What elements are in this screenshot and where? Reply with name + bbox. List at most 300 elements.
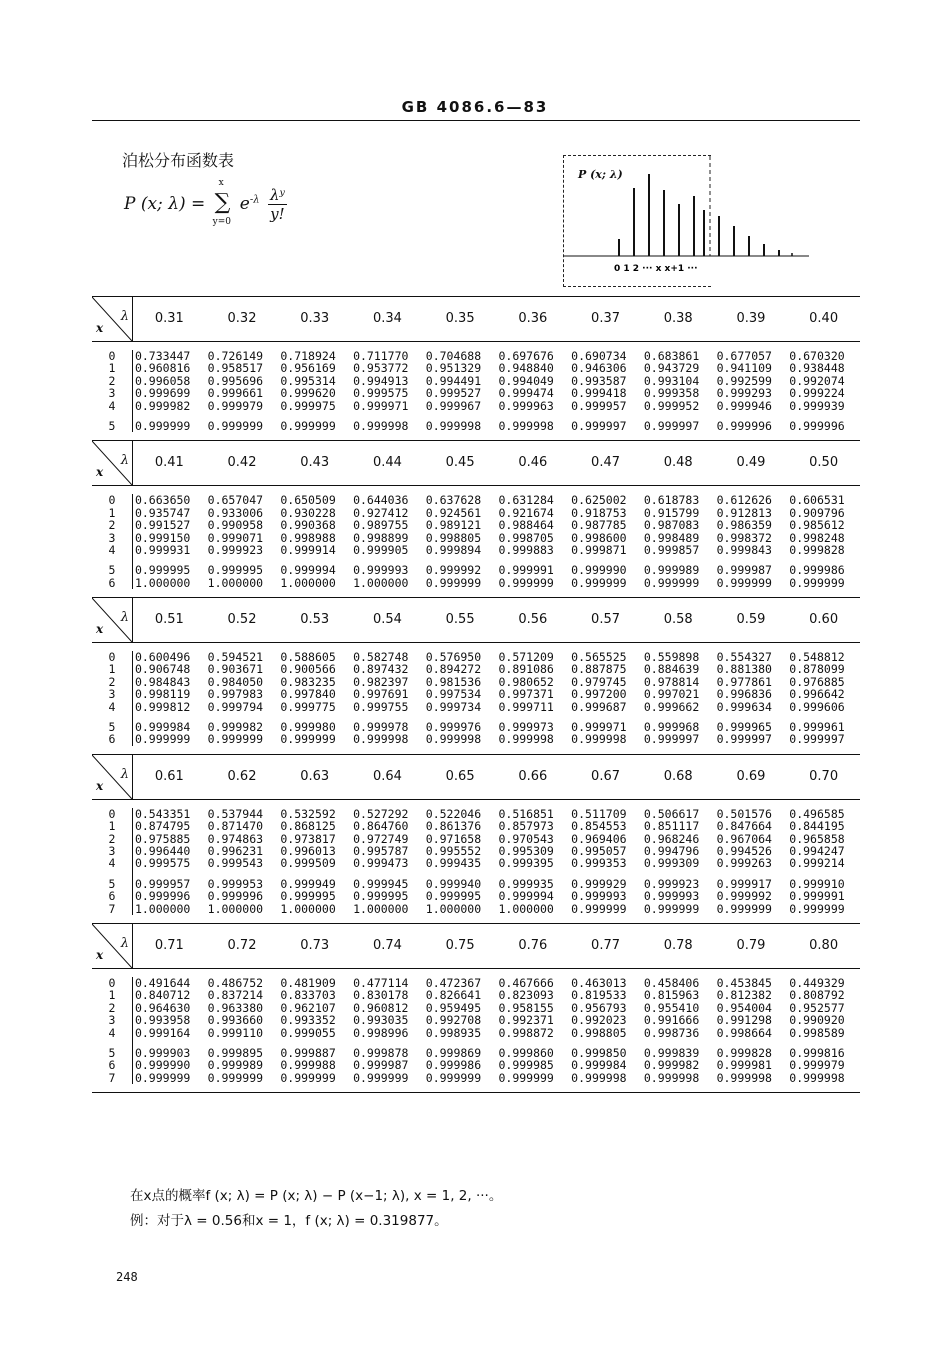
- lambda-header: 0.44: [372, 455, 402, 471]
- lambda-header: 0.47: [591, 455, 620, 471]
- table-cell: 0.999509: [280, 856, 336, 871]
- table-cell: 0.999860: [498, 1045, 554, 1060]
- table-cell: 0.996642: [789, 687, 845, 702]
- lambda-header: 0.41: [154, 455, 184, 471]
- table-cell: 0.999999: [134, 418, 191, 433]
- table-cell: 0.960816: [134, 361, 191, 376]
- table-cell: 0.516851: [498, 806, 554, 821]
- value-column: [496, 350, 569, 432]
- table-cell: 1.000000: [280, 575, 336, 590]
- table-cell: 0.999931: [134, 542, 191, 557]
- table-cell: 0.657047: [207, 493, 264, 508]
- table-cell: 0.999999: [280, 1070, 336, 1085]
- table-cell: 0.999971: [571, 720, 627, 735]
- table-cell: 0.996058: [134, 373, 191, 388]
- table-body: [92, 969, 860, 1092]
- lambda-header: 0.68: [663, 768, 693, 784]
- table-cell: 0.998705: [498, 530, 554, 545]
- table-body: [92, 486, 860, 597]
- table-cell: 0.991527: [134, 518, 191, 533]
- table-cell: 0.999987: [716, 563, 772, 578]
- table-cell: 0.999661: [207, 386, 264, 401]
- table-cell: 0.999991: [498, 563, 554, 578]
- table-cell: 0.999887: [280, 1045, 336, 1060]
- x-value: 0: [108, 806, 116, 821]
- table-cell: 0.637628: [425, 493, 482, 508]
- table-cell: 0.477114: [353, 975, 409, 990]
- table-cell: 0.993660: [207, 1013, 264, 1028]
- table-cell: 0.711770: [353, 349, 409, 363]
- table-cell: 0.808792: [789, 988, 845, 1003]
- table-cell: 0.999150: [134, 530, 191, 545]
- table-cell: 0.999914: [280, 542, 336, 557]
- x-value: 3: [108, 386, 116, 401]
- table-cell: 0.999957: [571, 398, 627, 413]
- x-value: 4: [108, 1025, 116, 1040]
- lambda-header: 0.70: [809, 768, 839, 784]
- x-value: 6: [108, 1058, 116, 1073]
- table-cell: 0.951329: [425, 361, 482, 376]
- table-cell: 0.999998: [498, 732, 554, 747]
- table-cell: 0.496585: [789, 806, 845, 821]
- x-value: 3: [108, 843, 116, 858]
- poisson-table: [92, 296, 860, 1093]
- table-cell: 0.958517: [207, 361, 264, 376]
- table-cell: 0.997371: [498, 687, 554, 702]
- value-column: [351, 350, 424, 432]
- lambda-header: 0.76: [518, 937, 548, 953]
- table-cell: 0.997534: [425, 687, 482, 702]
- table-cell: 0.894272: [425, 662, 482, 677]
- table-cell: 0.948840: [498, 361, 554, 376]
- table-body: [92, 643, 860, 754]
- header-rule: [92, 120, 860, 121]
- table-cell: 0.987785: [571, 518, 627, 533]
- table-cell: 0.999843: [716, 542, 772, 557]
- x-value: 5: [108, 876, 116, 891]
- table-cell: 0.992371: [498, 1013, 554, 1028]
- table-cell: 0.999986: [789, 563, 845, 578]
- value-column: [787, 350, 860, 432]
- table-cell: 0.677057: [716, 349, 772, 363]
- table-cell: 0.998600: [571, 530, 627, 545]
- table-header-row: [92, 755, 860, 800]
- table-cell: 0.999984: [571, 1058, 627, 1073]
- lambda-header: 0.54: [372, 612, 402, 628]
- value-column: [787, 977, 860, 1084]
- table-cell: 0.990920: [789, 1013, 845, 1028]
- lambda-header: 0.32: [227, 311, 257, 326]
- table-cell: 0.999850: [571, 1045, 627, 1060]
- lambda-header: 0.40: [809, 311, 839, 326]
- table-cell: 0.999606: [789, 699, 845, 714]
- table-cell: 0.921674: [498, 505, 554, 520]
- sum-lower: y=0: [212, 217, 232, 227]
- table-cell: 1.000000: [353, 575, 409, 590]
- table-cell: 0.999435: [425, 856, 482, 871]
- table-cell: 0.995057: [571, 843, 627, 858]
- table-cell: 0.999816: [789, 1045, 845, 1060]
- table-cell: 0.999998: [789, 1070, 845, 1085]
- table-cell: 0.999963: [498, 398, 554, 413]
- table-cell: 0.990368: [280, 518, 336, 533]
- table-cell: 0.989121: [425, 518, 482, 533]
- table-cell: 0.999982: [207, 720, 264, 735]
- table-cell: 0.999293: [716, 386, 772, 401]
- table-cell: 0.690734: [571, 349, 627, 363]
- table-cell: 0.998805: [571, 1025, 627, 1040]
- table-cell: 0.979745: [571, 674, 627, 689]
- table-cell: 0.999996: [207, 889, 264, 904]
- value-column: [351, 494, 424, 589]
- table-cell: 0.999980: [280, 720, 336, 735]
- table-cell: 0.999988: [280, 1058, 336, 1073]
- sum-symbol: ∑ x y=0: [212, 178, 232, 227]
- table-cell: 0.998589: [789, 1025, 845, 1040]
- table-cell: 0.998664: [716, 1025, 772, 1040]
- table-header-row: [92, 924, 860, 969]
- table-cell: 0.999214: [789, 856, 845, 871]
- table-cell: 0.999990: [134, 1058, 191, 1073]
- value-column: [278, 350, 351, 432]
- table-corner: [92, 924, 133, 968]
- lambda-header: 0.49: [736, 455, 766, 471]
- table-cell: 0.830178: [353, 988, 409, 1003]
- x-value: 5: [108, 720, 116, 735]
- table-cell: 0.978814: [643, 674, 700, 689]
- table-cell: 0.501576: [716, 806, 772, 821]
- table-cell: 0.999979: [207, 398, 264, 413]
- table-cell: 0.999263: [716, 856, 772, 871]
- x-value: 6: [108, 732, 116, 747]
- table-cell: 0.999999: [571, 575, 627, 590]
- value-column: [569, 808, 642, 915]
- x-column: [92, 977, 133, 1084]
- x-value: 1: [108, 662, 116, 677]
- x-value: 4: [108, 699, 116, 714]
- standard-code: GB 4086.6—83: [401, 98, 549, 116]
- x-column: [92, 494, 133, 589]
- distribution-inset: [563, 155, 711, 287]
- table-cell: 0.565525: [571, 650, 627, 665]
- lambda-header: 0.36: [518, 311, 548, 326]
- table-cell: 0.976885: [789, 674, 845, 689]
- lambda-header: 0.58: [663, 612, 693, 628]
- table-cell: 0.918753: [571, 505, 627, 520]
- table-cell: 0.999755: [353, 699, 409, 714]
- table-cell: 0.996440: [134, 843, 191, 858]
- table-cell: 0.933006: [207, 505, 264, 520]
- table-cell: 0.999358: [643, 386, 700, 401]
- table-cell: 0.999839: [643, 1045, 700, 1060]
- table-cell: 0.995309: [498, 843, 554, 858]
- lambda-header: 0.79: [736, 937, 766, 953]
- table-cell: 0.999982: [643, 1058, 700, 1073]
- value-column: [278, 494, 351, 589]
- table-cell: 0.974863: [207, 831, 264, 846]
- table-cell: 0.956169: [280, 361, 336, 376]
- table-cell: 0.999998: [353, 418, 409, 433]
- table-cell: 0.999999: [353, 1070, 409, 1085]
- table-cell: 0.995787: [353, 843, 409, 858]
- table-cell: 0.606531: [789, 493, 845, 508]
- lambda-header: 0.66: [518, 768, 548, 784]
- x-value: 2: [108, 373, 116, 388]
- value-column: [642, 350, 715, 432]
- table-cell: 0.999474: [498, 386, 554, 401]
- table-cell: 0.999929: [571, 876, 627, 891]
- table-cell: 0.999575: [353, 386, 409, 401]
- table-cell: 0.999994: [498, 889, 554, 904]
- table-cell: 0.999575: [134, 856, 191, 871]
- lambda-header: 0.39: [736, 311, 766, 326]
- table-cell: 0.999992: [425, 563, 482, 578]
- table-cell: 0.999999: [207, 418, 264, 433]
- table-block: [92, 441, 860, 598]
- table-cell: 0.588605: [280, 650, 336, 665]
- lambda-header: 0.73: [300, 937, 330, 953]
- x-value: 4: [108, 856, 116, 871]
- table-cell: 0.999967: [425, 398, 482, 413]
- table-cell: 0.935747: [134, 505, 191, 520]
- table-cell: 0.997021: [643, 687, 700, 702]
- x-column: [92, 350, 133, 432]
- lambda-symbol: λ: [120, 309, 129, 324]
- table-cell: 0.871470: [207, 819, 264, 834]
- table-cell: 0.998899: [353, 530, 409, 545]
- table-cell: 0.815963: [643, 988, 700, 1003]
- x-value: 4: [108, 542, 116, 557]
- table-cell: 0.999991: [789, 889, 845, 904]
- x-column: [92, 651, 133, 746]
- value-column: [133, 350, 206, 432]
- table-cell: 0.971658: [425, 831, 482, 846]
- table-cell: 0.999995: [353, 889, 409, 904]
- value-column: [642, 494, 715, 589]
- value-column: [351, 808, 424, 915]
- table-cell: 0.511709: [571, 806, 627, 821]
- table-cell: 0.999999: [280, 732, 336, 747]
- table-cell: 0.992074: [789, 373, 845, 388]
- table-cell: 0.472367: [425, 975, 482, 990]
- table-cell: 0.993104: [643, 373, 700, 388]
- table-cell: 0.999997: [571, 418, 627, 433]
- lambda-header: 0.77: [591, 937, 620, 953]
- table-corner: [92, 598, 133, 642]
- table-cell: 0.594521: [207, 650, 264, 665]
- table-cell: 0.999999: [716, 901, 772, 916]
- table-cell: 0.999996: [789, 418, 845, 433]
- table-cell: 1.000000: [280, 901, 336, 916]
- table-cell: 0.881380: [716, 662, 772, 677]
- table-cell: 0.874795: [134, 819, 191, 834]
- table-cell: 0.543351: [134, 806, 191, 821]
- table-cell: 0.704688: [425, 349, 482, 363]
- table-cell: 0.997691: [353, 687, 409, 702]
- value-column: [715, 350, 788, 432]
- value-column: [642, 977, 715, 1084]
- table-cell: 0.986359: [716, 518, 772, 533]
- lambda-header: 0.56: [518, 612, 548, 628]
- x-value: 5: [108, 563, 116, 578]
- table-cell: 0.999997: [789, 732, 845, 747]
- table-cell: 0.868125: [280, 819, 336, 834]
- table-cell: 0.982397: [353, 674, 409, 689]
- x-value: 1: [108, 988, 116, 1003]
- x-value: 5: [108, 1045, 116, 1060]
- table-cell: 0.999965: [716, 720, 772, 735]
- table-cell: 0.963380: [207, 1000, 264, 1015]
- table-cell: 0.993587: [571, 373, 627, 388]
- table-cell: 0.962107: [280, 1000, 336, 1015]
- table-cell: 0.959495: [425, 1000, 482, 1015]
- value-column: [715, 494, 788, 589]
- table-cell: 0.999994: [280, 563, 336, 578]
- table-cell: 0.988464: [498, 518, 554, 533]
- table-cell: 0.999978: [353, 720, 409, 735]
- table-cell: 0.999999: [571, 901, 627, 916]
- table-cell: 0.999999: [425, 575, 482, 590]
- table-cell: 1.000000: [207, 901, 264, 916]
- table-cell: 0.999110: [207, 1025, 264, 1040]
- table-cell: 0.938448: [789, 361, 845, 376]
- table-cell: 0.999895: [207, 1045, 264, 1060]
- table-cell: 0.999989: [207, 1058, 264, 1073]
- table-cell: 0.998119: [134, 687, 191, 702]
- x-symbol: x: [96, 947, 104, 962]
- table-cell: 0.999945: [353, 876, 409, 891]
- table-cell: 0.999957: [134, 876, 191, 891]
- table-cell: 0.993352: [280, 1013, 336, 1028]
- table-cell: 1.000000: [134, 901, 191, 916]
- table-cell: 0.670320: [789, 349, 845, 363]
- table-cell: 0.999998: [498, 418, 554, 433]
- table-cell: 0.972749: [353, 831, 409, 846]
- value-column: [787, 494, 860, 589]
- table-cell: 0.618783: [643, 493, 700, 508]
- table-cell: 0.999984: [134, 720, 191, 735]
- table-cell: 1.000000: [425, 901, 482, 916]
- table-cell: 0.697676: [498, 349, 554, 363]
- x-value: 0: [108, 349, 116, 363]
- value-column: [133, 977, 206, 1084]
- table-cell: 0.600496: [134, 650, 191, 665]
- value-column: [424, 651, 497, 746]
- table-cell: 0.559898: [643, 650, 700, 665]
- table-cell: 0.999997: [716, 732, 772, 747]
- table-cell: 0.946306: [571, 361, 627, 376]
- table-cell: 0.999995: [134, 563, 191, 578]
- table-cell: 0.999975: [280, 398, 336, 413]
- table-cell: 1.000000: [498, 901, 554, 916]
- x-value: 6: [108, 575, 116, 590]
- table-cell: 0.840712: [134, 988, 191, 1003]
- table-cell: 0.999869: [425, 1045, 482, 1060]
- value-column: [569, 651, 642, 746]
- x-value: 3: [108, 1013, 116, 1028]
- value-column: [424, 808, 497, 915]
- table-cell: 0.993035: [353, 1013, 409, 1028]
- table-cell: 0.999987: [353, 1058, 409, 1073]
- value-column: [206, 350, 279, 432]
- page-number: 248: [116, 1270, 138, 1284]
- table-cell: 0.897432: [353, 662, 409, 677]
- table-corner: [92, 441, 133, 485]
- table-cell: 0.999687: [571, 699, 627, 714]
- table-cell: 0.977861: [716, 674, 772, 689]
- table-cell: 0.994491: [425, 373, 482, 388]
- table-cell: 0.861376: [425, 819, 482, 834]
- value-column: [206, 808, 279, 915]
- table-cell: 0.987083: [643, 518, 700, 533]
- table-cell: 0.458406: [643, 975, 700, 990]
- table-cell: 0.726149: [207, 349, 264, 363]
- table-block: [92, 755, 860, 924]
- value-column: [496, 494, 569, 589]
- table-cell: 0.909796: [789, 505, 845, 520]
- table-cell: 0.992708: [425, 1013, 482, 1028]
- value-column: [351, 977, 424, 1084]
- table-cell: 0.999999: [498, 575, 554, 590]
- value-column: [278, 977, 351, 1084]
- table-cell: 0.993958: [134, 1013, 191, 1028]
- lambda-header: 0.78: [663, 937, 693, 953]
- table-cell: 1.000000: [207, 575, 264, 590]
- table-cell: 0.582748: [353, 650, 409, 665]
- table-cell: 0.999309: [643, 856, 700, 871]
- value-column: [206, 651, 279, 746]
- table-cell: 0.999935: [498, 876, 554, 891]
- table-cell: 0.999923: [207, 542, 264, 557]
- table-cell: 0.999946: [716, 398, 772, 413]
- table-cell: 0.999999: [425, 1070, 482, 1085]
- table-cell: 0.975885: [134, 831, 191, 846]
- table-cell: 0.999995: [207, 563, 264, 578]
- table-cell: 0.999998: [425, 732, 482, 747]
- value-column: [642, 808, 715, 915]
- value-column: [133, 808, 206, 915]
- table-cell: 0.997983: [207, 687, 264, 702]
- table-cell: 0.998872: [498, 1025, 554, 1040]
- table-cell: 0.486752: [207, 975, 264, 990]
- table-cell: 0.999910: [789, 876, 845, 891]
- value-column: [715, 808, 788, 915]
- table-cell: 0.999939: [789, 398, 845, 413]
- table-cell: 0.999883: [498, 542, 554, 557]
- value-column: [787, 808, 860, 915]
- table-cell: 0.999999: [207, 732, 264, 747]
- value-column: [569, 350, 642, 432]
- table-cell: 0.857973: [498, 819, 554, 834]
- lambda-header: 0.38: [663, 311, 693, 326]
- table-cell: 0.999699: [134, 386, 191, 401]
- table-cell: 0.981536: [425, 674, 482, 689]
- table-cell: 0.999992: [716, 889, 772, 904]
- value-column: [496, 651, 569, 746]
- table-cell: 0.999993: [571, 889, 627, 904]
- x-value: 7: [108, 901, 116, 916]
- table-cell: 0.985612: [789, 518, 845, 533]
- table-cell: 0.999999: [134, 732, 191, 747]
- table-cell: 0.463013: [571, 975, 627, 990]
- table-cell: 0.999527: [425, 386, 482, 401]
- value-column: [278, 808, 351, 915]
- table-cell: 0.994247: [789, 843, 845, 858]
- x-value: 3: [108, 687, 116, 702]
- table-cell: 0.973817: [280, 831, 336, 846]
- table-cell: 0.970543: [498, 831, 554, 846]
- x-value: 2: [108, 674, 116, 689]
